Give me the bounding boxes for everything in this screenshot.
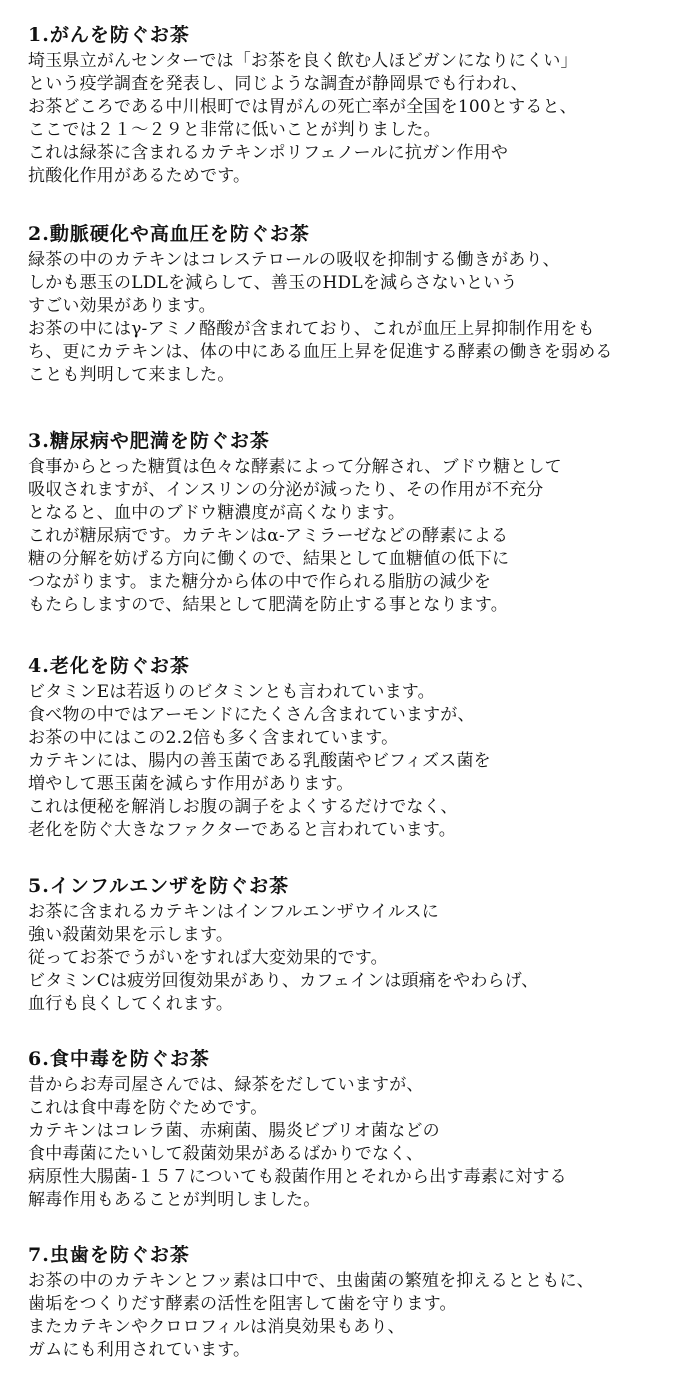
section-influenza — [28, 873, 678, 1016]
body-line: お茶に含まれるカテキンはインフルエンザウイルスに — [28, 902, 439, 922]
section-body — [28, 1270, 678, 1362]
body-line: 食べ物の中ではアーモンドにたくさん含まれていますが、 — [28, 705, 475, 725]
body-line: すごい効果があります。 — [28, 296, 216, 316]
body-line: ち、更にカテキンは、体の中にある血圧上昇を促進する酵素の働きを弱める — [28, 342, 613, 362]
body-line: ビタミンCは疲労回復効果があり、カフェインは頭痛をやわらげ、 — [28, 971, 539, 991]
body-line: ここでは２１～２９と非常に低いことが判りました。 — [28, 120, 441, 140]
body-line: しかも悪玉のLDLを減らして、善玉のHDLを減らさないという — [28, 273, 518, 293]
body-line: 解毒作用もあることが判明しました。 — [28, 1190, 321, 1210]
body-line: 埼玉県立がんセンターでは「お茶を良く飲む人ほどガンになりにくい」 — [28, 51, 578, 71]
body-line: これが糖尿病です。カテキンはα-アミラーゼなどの酵素による — [28, 526, 509, 546]
body-line: 病原性大腸菌-１５７についても殺菌作用とそれから出す毒素に対する — [28, 1167, 567, 1187]
body-line: となると、血中のブドウ糖濃度が高くなります。 — [28, 503, 406, 523]
body-line: これは緑茶に含まれるカテキンポリフェノールに抗ガン作用や — [28, 143, 509, 163]
body-line: ビタミンEは若返りのビタミンとも言われています。 — [28, 682, 435, 702]
body-line: カテキンはコレラ菌、赤痢菌、腸炎ビブリオ菌などの — [28, 1121, 440, 1141]
section-title: 1.がんを防ぐお茶 — [28, 24, 190, 46]
body-line: 食中毒菌にたいして殺菌効果があるばかりでなく、 — [28, 1144, 424, 1164]
section-body — [28, 456, 678, 617]
section-aging — [28, 653, 678, 842]
body-line: カテキンには、腸内の善玉菌である乳酸菌やビフィズス菌を — [28, 751, 491, 771]
section-title: 3.糖尿病や肥満を防ぐお茶 — [28, 430, 270, 452]
body-line: 昔からお寿司屋さんでは、緑茶をだしていますが、 — [28, 1075, 424, 1095]
body-line: お茶どころである中川根町では胃がんの死亡率が全国を100とすると、 — [28, 97, 577, 117]
body-line: お茶の中にはこの2.2倍も多く含まれています。 — [28, 728, 399, 748]
body-line: 歯垢をつくりだす酵素の活性を阻害して歯を守ります。 — [28, 1294, 457, 1314]
body-line: もたらしますので、結果として肥満を防止する事となります。 — [28, 595, 508, 615]
body-line: またカテキンやクロロフィルは消臭効果もあり、 — [28, 1317, 405, 1337]
body-line: 血行も良くしてくれます。 — [28, 994, 234, 1014]
body-line: 強い殺菌効果を示します。 — [28, 925, 234, 945]
body-line: お茶の中にはγ-アミノ酪酸が含まれており、これが血圧上昇抑制作用をも — [28, 319, 595, 339]
section-body — [28, 1074, 678, 1212]
section-title: 5.インフルエンザを防ぐお茶 — [28, 875, 290, 897]
section-cavities — [28, 1242, 678, 1362]
body-line: 老化を防ぐ大きなファクターであると言われています。 — [28, 820, 456, 840]
section-cancer — [28, 22, 678, 188]
body-line: 食事からとった糖質は色々な酵素によって分解され、ブドウ糖として — [28, 457, 562, 477]
section-title: 7.虫歯を防ぐお茶 — [28, 1244, 190, 1266]
section-body — [28, 681, 678, 842]
body-line: 抗酸化作用があるためです。 — [28, 166, 251, 186]
body-line: 緑茶の中のカテキンはコレステロールの吸収を抑制する働きがあり、 — [28, 250, 560, 270]
section-body — [28, 249, 678, 387]
body-line: 糖の分解を妨げる方向に働くので、結果として血糖値の低下に — [28, 549, 510, 569]
section-title: 2.動脈硬化や高血圧を防ぐお茶 — [28, 223, 310, 245]
body-line: これは食中毒を防ぐためです。 — [28, 1098, 268, 1118]
body-line: これは便秘を解消しお腹の調子をよくするだけでなく、 — [28, 797, 458, 817]
body-line: ガムにも利用されています。 — [28, 1340, 251, 1360]
section-body — [28, 50, 678, 188]
section-body — [28, 901, 678, 1016]
body-line: 従ってお茶でうがいをすれば大変効果的です。 — [28, 948, 388, 968]
body-line: 増やして悪玉菌を減らす作用があります。 — [28, 774, 354, 794]
section-title: 6.食中毒を防ぐお茶 — [28, 1048, 210, 1070]
body-line: お茶の中のカテキンとフッ素は口中で、虫歯菌の繁殖を抑えるとともに、 — [28, 1271, 594, 1291]
section-food-poisoning — [28, 1046, 678, 1212]
body-line: 吸収されますが、インスリンの分泌が減ったり、その作用が不充分 — [28, 480, 544, 500]
body-line: という疫学調査を発表し、同じような調査が静岡県でも行われ、 — [28, 74, 528, 94]
body-line: ことも判明して来ました。 — [28, 365, 235, 385]
section-arteriosclerosis — [28, 221, 678, 387]
section-title: 4.老化を防ぐお茶 — [28, 655, 190, 677]
section-diabetes — [28, 428, 678, 617]
body-line: つながります。また糖分から体の中で作られる脂肪の減少を — [28, 572, 492, 592]
